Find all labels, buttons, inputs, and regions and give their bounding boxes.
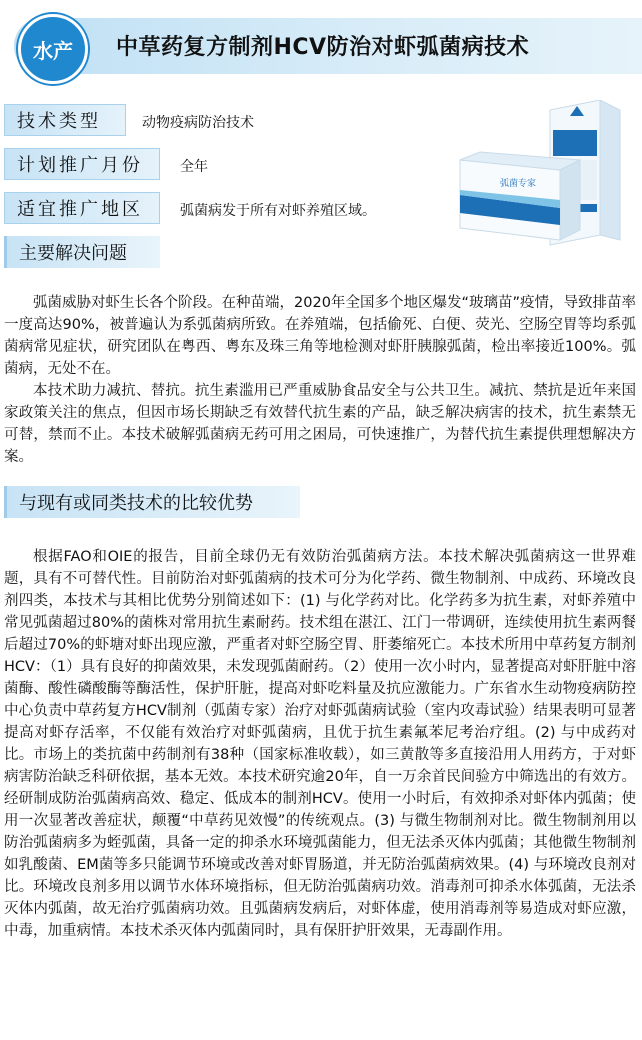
- category-badge: 水产: [18, 14, 88, 84]
- product-box-text: 弧菌专家: [500, 179, 537, 189]
- section-advantages-paragraph-1: 根据FAO和OIE的报告，目前全球仍无有效防治弧菌病方法。本技术解决弧菌病这一世界难题，具有不可替代性。目前防治对虾弧菌病的技术可分为化学药、微生物制剂、中成药、环境改良剂四类，本技术与其相比优势分别简述如下：(1) 与化学药对比。化学药多为抗生素，对虾养殖中常见弧菌超过80%的菌株对常用抗生素耐药。技术组在湛江、江门一带调研，连续使用抗生素两餐后超过70%的虾塘对虾出现应激，严重者对虾空肠空胃、肝萎缩死亡。本技术所用中草药复方制剂HCV：（1）具有良好的抑菌效果，未发现弧菌耐药。（2）使用一次小时内，显著提高对虾肝脏中溶菌酶、酸性磷酸酶等酶活性，保护肝脏，提高对虾吃料量及抗应激能力。广东省水生动物疫病防控中心负责中草药复方HCV制剂（弧菌专家）治疗对虾弧菌病试验（室内攻毒试验）结果表明可显著提高对虾存活率，不仅能有效治疗对虾弧菌病，且优于抗生素氟苯尼考治疗组。(2) 与中成药对比。市场上的类抗菌中药制剂有38种（国家标准收载），如三黄散等多直接沿用人用药方，于对虾病害防治缺乏科研依据，基本无效。本技术研究逾20年，自一万余首民间验方中筛选出的有效方。经研制成防治弧菌病高效、稳定、低成本的制剂HCV。使用一小时后，有效抑杀对虾体内弧菌；使用一次显著改善症状，颠覆“中草药见效慢”的传统观点。(3) 与微生物制剂对比。微生物制剂用以防治弧菌病多为蛭弧菌，具备一定的抑杀水环境弧菌能力，但无法杀灭体内弧菌；其他微生物制剂如乳酸菌、EM菌等多只能调节环境或改善对虾胃肠道，并无防治弧菌病效果。(4) 与环境改良剂对比。环境改良剂多用以调节水体环境指标，但无防治弧菌病功效。消毒剂可抑杀水体弧菌，无法杀灭体内弧菌，故无治疗弧菌病功效。且弧菌病发病后，对虾体虚，使用消毒剂等易造成对虾应激，中毒，加重病情。本技术杀灭体内弧菌同时，具有保肝护肝效果，无毒副作用。: [4, 549, 636, 939]
- section-heading-advantages: 与现有或同类技术的比较优势: [4, 486, 300, 518]
- info-value-region: 弧菌病发于所有对虾养殖区域。: [180, 203, 376, 219]
- section-problems-paragraph-2: 本技术助力减抗、替抗。抗生素滥用已严重威胁食品安全与公共卫生。减抗、禁抗是近年来国家政策关注的焦点，但因市场长期缺乏有效替代抗生素的产品，缺乏解决病害的技术，抗生素禁无可替，禁而不止。本技术破解弧菌病无药可用之困局，可快速推广，为替代抗生素提供理想解决方案。: [4, 383, 636, 465]
- info-label-tech-type: 技术类型: [4, 104, 126, 136]
- info-label-region: 适宜推广地区: [4, 192, 160, 224]
- page-title: 中草药复方制剂HCV防治对虾弧菌病技术: [116, 35, 530, 60]
- section-problems-paragraph-1: 弧菌威胁对虾生长各个阶段。在种苗端，2020年全国多个地区爆发“玻璃苗”疫情，导致排苗率一度高达90%，被普遍认为系弧菌病所致。在养殖端，包括偷死、白便、荧光、空肠空胃等均系弧菌病常见症状，研究团队在粤西、粤东及珠三角等地检测对虾肝胰腺弧菌，检出率接近100%。弧菌病，无处不在。: [4, 295, 636, 377]
- section-heading-problems: 主要解决问题: [4, 236, 160, 268]
- info-value-month: 全年: [180, 159, 208, 175]
- product-box-image: [440, 100, 640, 260]
- info-value-tech-type: 动物疫病防治技术: [142, 115, 254, 131]
- info-label-month: 计划推广月份: [4, 148, 160, 180]
